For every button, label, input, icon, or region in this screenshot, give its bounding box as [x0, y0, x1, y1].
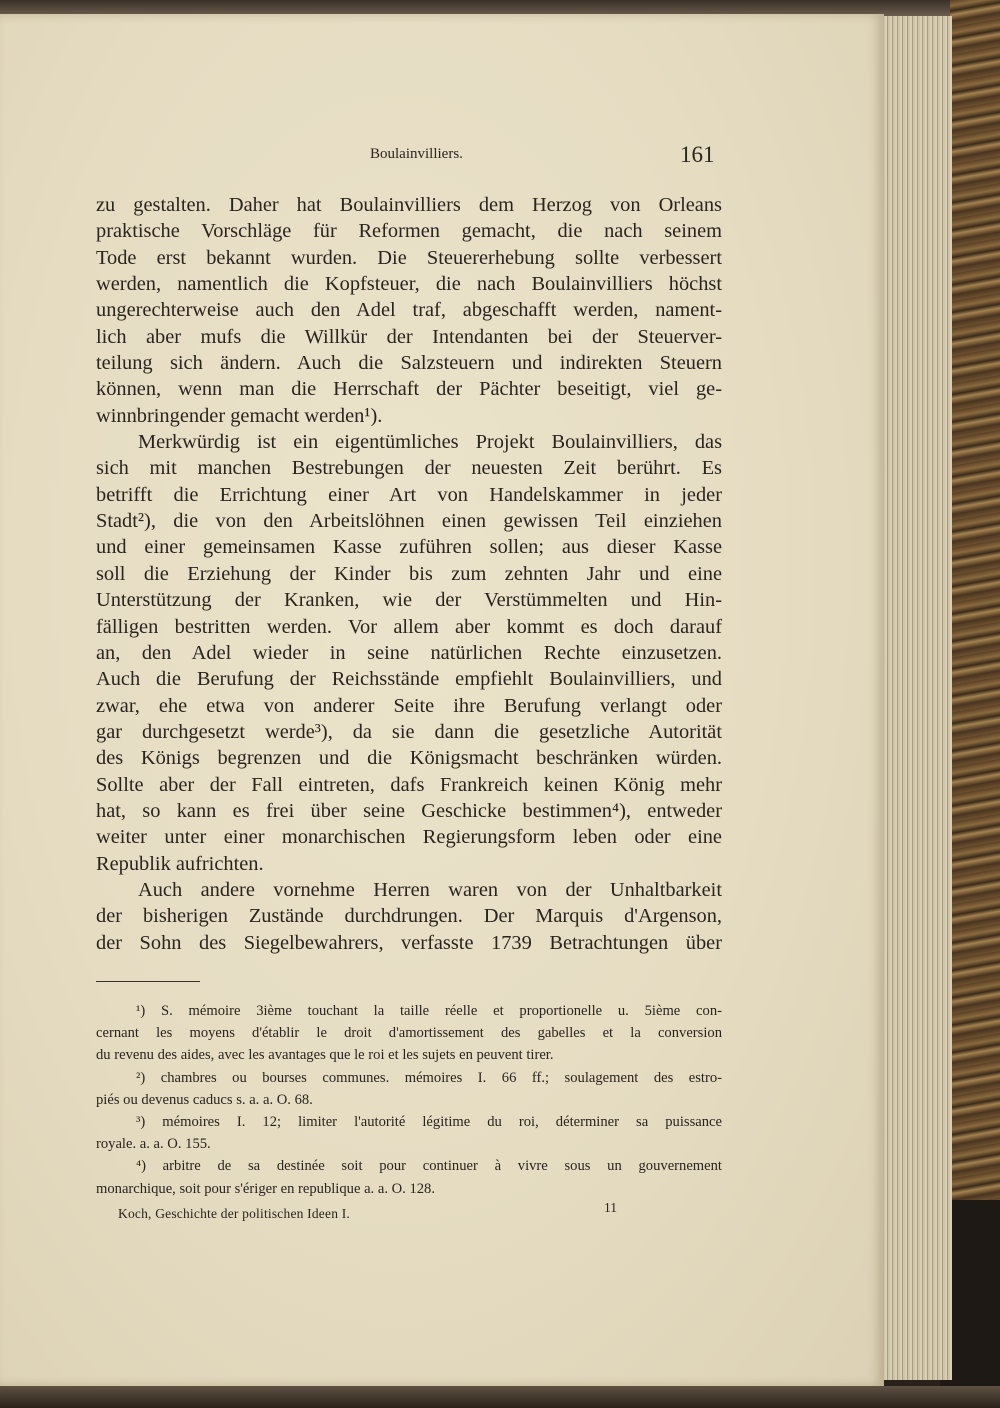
body-line: Stadt²), die von den Arbeitslöhnen einen gewissen Teil einziehen: [96, 510, 722, 533]
body-line: betrifft die Errichtung einer Art von Handelskammer in jeder: [96, 483, 722, 506]
footnote-line: ¹) S. mémoire 3ième touchant la taille réelle et proportionelle u. 5ième con-: [136, 1003, 722, 1019]
footnote-line: ²) chambres ou bourses communes. mémoires I. 66 ff.; soulagement des estro-: [136, 1069, 722, 1086]
footnote-line: ⁴) arbitre de sa destinée soit pour continuer à vivre sous un gouvernement: [136, 1158, 722, 1175]
body-line: zu gestalten. Daher hat Boulainvilliers dem Herzog von Orleans: [96, 194, 722, 216]
body-line: der bisherigen Zustände durchdrungen. Der Marquis d'Argenson,: [96, 905, 722, 928]
body-line: winnbringender gemacht werden¹).: [96, 404, 383, 427]
body-line: gar durchgesetzt werde³), da sie dann die gesetzliche Autorität: [96, 720, 722, 743]
bottom-shadow: [0, 1386, 1000, 1408]
body-line: fälligen bestritten werden. Vor allem aber kommt es doch darauf: [96, 615, 722, 638]
footnote-line: ³) mémoires I. 12; limiter l'autorité légitime du roi, déterminer sa puissance: [136, 1114, 722, 1131]
body-line: Auch andere vornehme Herren waren von der Unhaltbarkeit: [138, 878, 722, 901]
body-line: des Königs begrenzen und die Königsmacht beschränken würden.: [96, 747, 722, 770]
body-line: ungerechterweise auch den Adel traf, abgeschafft werden, nament-: [96, 299, 722, 322]
body-line: Auch die Berufung der Reichsstände empfiehlt Boulainvilliers, und: [96, 668, 722, 691]
body-line: können, wenn man die Herrschaft der Pächter beseitigt, viel ge-: [96, 378, 722, 401]
running-title: Boulainvilliers.: [370, 146, 463, 162]
page-number: 161: [680, 142, 715, 167]
body-line: hat, so kann es frei über seine Geschicke bestimmen⁴), entweder: [96, 799, 722, 822]
footnote-rule: [96, 981, 200, 982]
signature-mark: 11: [604, 1200, 617, 1215]
page-edges: [880, 16, 952, 1380]
body-line: teilung sich ändern. Auch die Salzsteuern und indirekten Steuern: [96, 352, 722, 375]
body-line: werden, namentlich die Kopfsteuer, die nach Boulainvilliers höchst: [96, 273, 722, 296]
body-line: und einer gemeinsamen Kasse zuführen sollen; aus dieser Kasse: [96, 536, 722, 559]
body-line: zwar, ehe etwa von anderer Seite ihre Berufung verlangt oder: [96, 694, 722, 717]
body-line: lich aber mufs die Willkür der Intendanten bei der Steuerver-: [96, 325, 722, 348]
body-line: der Sohn des Siegelbewahrers, verfasste 1739 Betrachtungen über: [96, 931, 722, 954]
signature-line: Koch, Geschichte der politischen Ideen I.: [118, 1206, 350, 1221]
body-line: Tode erst bekannt wurden. Die Steuererhebung sollte verbessert: [96, 246, 722, 269]
body-line: soll die Erziehung der Kinder bis zum zehnten Jahr und eine: [96, 562, 722, 585]
body-text: [96, 192, 722, 956]
footnote-line: cernant les moyens d'établir le droit d'amortissement des gabelles et la conversion: [96, 1025, 722, 1042]
body-line: an, den Adel wieder in seine natürlichen Rechte einzusetzen.: [96, 641, 722, 664]
body-line: Unterstützung der Kranken, wie der Verstümmelten und Hin-: [96, 589, 722, 612]
footnote-line: royale. a. a. O. 155.: [96, 1136, 211, 1153]
footnote-line: piés ou devenus caducs s. a. a. O. 68.: [96, 1091, 313, 1108]
marbled-book-cover: [950, 0, 1000, 1408]
body-line: Sollte aber der Fall eintreten, dafs Frankreich keinen König mehr: [96, 773, 722, 796]
body-line: praktische Vorschläge für Reformen gemacht, die nach seinem: [96, 220, 722, 243]
footnote-line: monarchique, soit pour s'ériger en republique a. a. O. 128.: [96, 1180, 435, 1197]
body-line: weiter unter einer monarchischen Regierungsform leben oder eine: [96, 826, 722, 849]
body-line: Merkwürdig ist ein eigentümliches Projekt Boulainvilliers, das: [138, 431, 722, 454]
body-line: Republik aufrichten.: [96, 852, 264, 875]
body-line: sich mit manchen Bestrebungen der neuesten Zeit berührt. Es: [96, 457, 722, 480]
footnote-line: du revenu des aides, avec les avantages que le roi et les sujets en peuvent tirer.: [96, 1047, 554, 1064]
footnotes: [96, 1000, 722, 1200]
